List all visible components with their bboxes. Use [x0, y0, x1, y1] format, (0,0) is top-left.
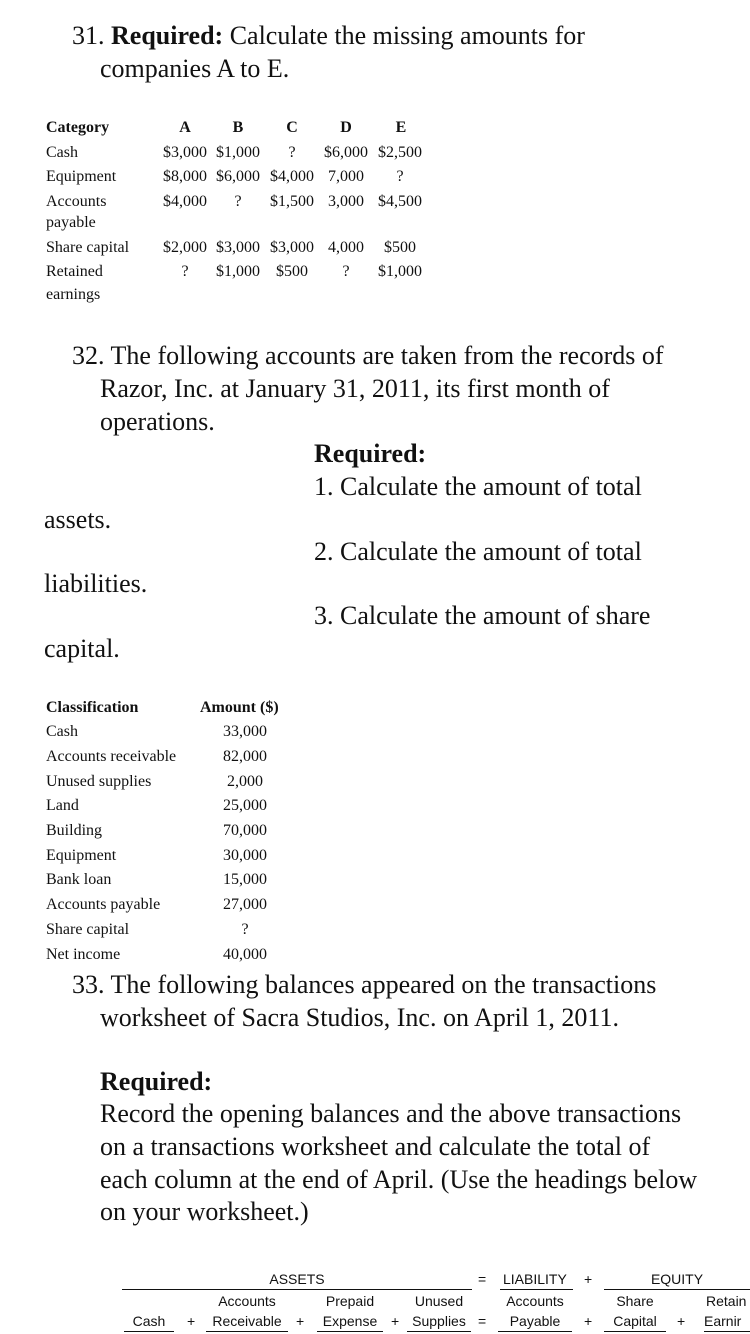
q33-line2: worksheet of Sacra Studios, Inc. on April 1, 2011.	[100, 1003, 619, 1032]
t32-row-amount: ?	[241, 921, 249, 938]
q32-req2: 2. Calculate the amount of total	[314, 537, 642, 566]
liability-group-heading	[500, 1271, 573, 1290]
t32-row-amount: 70,000	[223, 822, 267, 839]
t31-cell: $500	[384, 239, 416, 256]
t31-cell: ?	[181, 263, 189, 280]
q33-body-line: Record the opening balances and the above transactions	[100, 1099, 682, 1128]
t32-row-label: Accounts payable	[46, 896, 161, 913]
t32-header-amount: Amount ($)	[200, 699, 279, 716]
t31-header-e: E	[395, 119, 407, 136]
t32-row-label: Net income	[46, 946, 121, 963]
t31-row-label-cont: payable	[46, 214, 96, 231]
t31-cell: ?	[288, 144, 296, 161]
op-plus: +	[391, 1313, 400, 1329]
t31-row-label-cont: earnings	[46, 286, 101, 303]
t31-cell: 3,000	[328, 193, 364, 210]
t31-cell: ?	[234, 193, 242, 210]
col-prepaid-bottom: Expense	[317, 1313, 383, 1332]
t32-row-label: Equipment	[46, 847, 117, 864]
t31-cell: $1,000	[216, 144, 260, 161]
op-plus: +	[677, 1313, 686, 1329]
t32-row-label: Accounts receivable	[46, 748, 177, 765]
q33-line1: 33. The following balances appeared on the transactions	[72, 970, 657, 999]
equity-group-heading	[604, 1271, 750, 1290]
t32-row-label: Building	[46, 822, 103, 839]
q31-line2: companies A to E.	[100, 54, 290, 83]
t32-row-amount: 27,000	[223, 896, 267, 913]
t31-cell: 4,000	[328, 239, 364, 256]
t31-cell: ?	[342, 263, 350, 280]
t32-row-label: Land	[46, 797, 79, 814]
t31-row-label: Accounts	[46, 193, 107, 210]
col-ap-top: Accounts	[506, 1293, 564, 1309]
t31-cell: $1,000	[216, 263, 260, 280]
q33-body-line: each column at the end of April. (Use the headings below	[100, 1165, 698, 1194]
q32-line3: operations.	[100, 407, 215, 436]
t31-row-label: Retained	[46, 263, 103, 280]
t32-row-amount: 2,000	[227, 773, 263, 790]
plus-sign: +	[584, 1271, 593, 1287]
q31-required: Required:	[111, 21, 224, 50]
q32-req2-cont: liabilities.	[44, 569, 148, 598]
t31-cell: $2,500	[378, 144, 422, 161]
col-prepaid-top: Prepaid	[325, 1293, 375, 1309]
t31-cell: ?	[396, 168, 404, 185]
t32-header-classification: Classification	[46, 699, 139, 716]
col-ar-top: Accounts	[218, 1293, 276, 1309]
q32-req3-cont: capital.	[44, 634, 120, 663]
t31-header-c: C	[286, 119, 298, 136]
t32-row-amount: 82,000	[223, 748, 267, 765]
t31-cell: $4,500	[378, 193, 422, 210]
q31-number: 31.	[72, 21, 105, 50]
q32-required: Required:	[314, 439, 427, 468]
t31-cell: $3,000	[270, 239, 314, 256]
assets-label: ASSETS	[269, 1271, 325, 1287]
t31-cell: $1,000	[378, 263, 422, 280]
assets-group-heading	[122, 1271, 472, 1290]
col-share-top: Share	[616, 1293, 654, 1309]
t31-cell: $6,000	[324, 144, 368, 161]
t31-header-d: D	[340, 119, 352, 136]
t32-row-amount: 40,000	[223, 946, 267, 963]
t31-cell: $3,000	[163, 144, 207, 161]
equals-sign: =	[478, 1271, 487, 1287]
t32-row-amount: 25,000	[223, 797, 267, 814]
q32-req1: 1. Calculate the amount of total	[314, 472, 642, 501]
col-supplies-top: Unused	[414, 1293, 464, 1309]
col-cash-bottom: Cash	[124, 1313, 174, 1332]
t31-header-b: B	[232, 119, 244, 136]
t31-cell: $1,500	[270, 193, 314, 210]
q33-body-line: on a transactions worksheet and calculate the total of	[100, 1132, 651, 1161]
q31-instruction: Calculate the missing amounts for	[229, 21, 585, 50]
t31-cell: $8,000	[163, 168, 207, 185]
t31-row-label: Cash	[46, 144, 78, 161]
t31-cell: $6,000	[216, 168, 260, 185]
t32-row-amount: 30,000	[223, 847, 267, 864]
t31-row-label: Share capital	[46, 239, 130, 256]
col-ap-bottom: Payable	[498, 1313, 572, 1332]
t32-row-label: Bank loan	[46, 871, 112, 888]
col-ar-bottom: Receivable	[206, 1313, 288, 1332]
q31-line1	[72, 19, 585, 52]
t31-header-a: A	[179, 119, 191, 136]
t32-row-amount: 33,000	[223, 723, 267, 740]
q33-required: Required:	[100, 1067, 213, 1096]
op-plus: +	[296, 1313, 305, 1329]
t31-cell: 7,000	[328, 168, 364, 185]
q33-body-line: on your worksheet.)	[100, 1197, 309, 1226]
t31-cell: $4,000	[163, 193, 207, 210]
col-supplies-bottom: Supplies	[407, 1313, 471, 1332]
equity-label: EQUITY	[650, 1271, 704, 1287]
t32-row-label: Unused supplies	[46, 773, 152, 790]
q32-req3: 3. Calculate the amount of share	[314, 601, 651, 630]
q32-line2: Razor, Inc. at January 31, 2011, its first month of	[100, 374, 610, 403]
t31-cell: $3,000	[216, 239, 260, 256]
t32-row-label: Share capital	[46, 921, 130, 938]
liability-label: LIABILITY	[503, 1271, 567, 1287]
t31-cell: $500	[276, 263, 308, 280]
q32-line1: 32. The following accounts are taken from the records of	[72, 341, 664, 370]
t32-row-label: Cash	[46, 723, 78, 740]
col-retained-top: Retain	[706, 1293, 747, 1309]
t31-row-label: Equipment	[46, 168, 117, 185]
col-retained-bottom: Earnir	[704, 1313, 750, 1332]
t32-row-amount: 15,000	[223, 871, 267, 888]
t31-cell: $4,000	[270, 168, 314, 185]
op-plus: +	[584, 1313, 593, 1329]
t31-header-category: Category	[46, 119, 110, 136]
col-share-bottom: Capital	[604, 1313, 666, 1332]
t31-cell: $2,000	[163, 239, 207, 256]
op-plus: +	[187, 1313, 196, 1329]
q32-req1-cont: assets.	[44, 505, 112, 534]
op-equals: =	[478, 1313, 487, 1329]
